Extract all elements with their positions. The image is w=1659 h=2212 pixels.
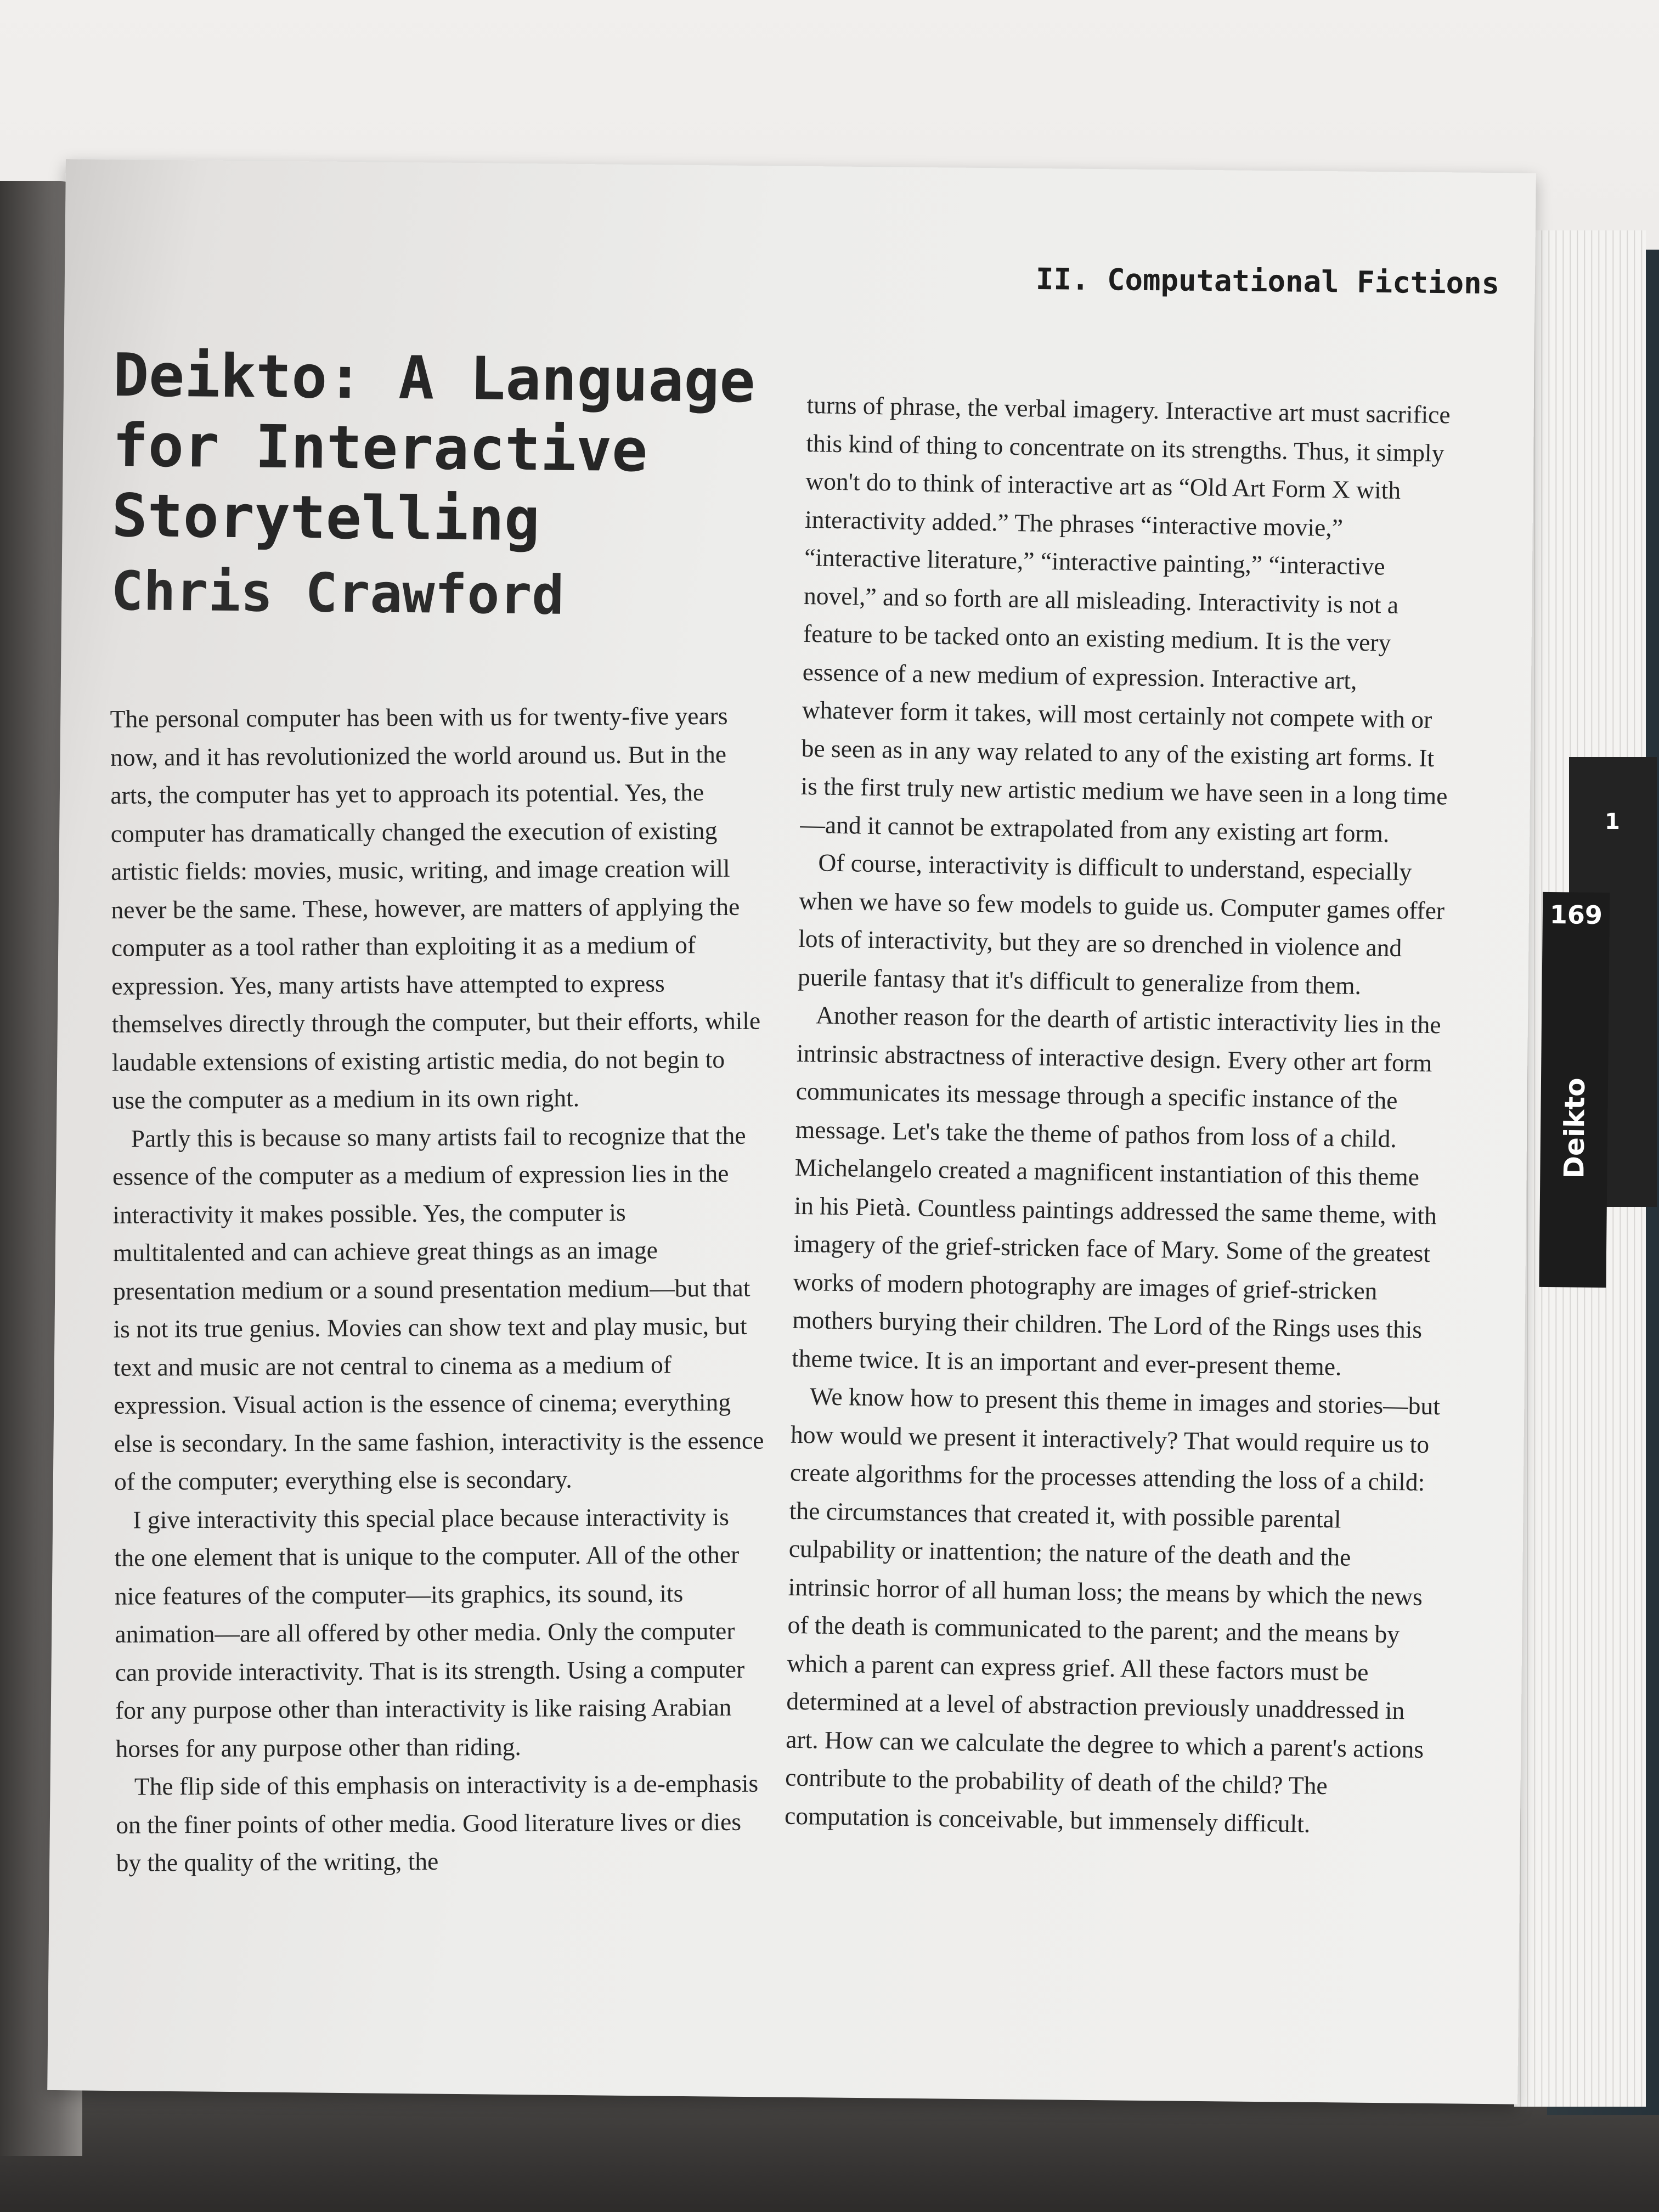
- title-line: Storytelling: [111, 481, 540, 555]
- article-author: Chris Crawford: [110, 560, 565, 627]
- left-column: [110, 697, 766, 1882]
- paragraph: Another reason for the dearth of artistic interactivity lies in the intrinsic abstractness of interactive design. Every other art form communicates its message through a specific instance of the message. Let's take the theme of pathos from loss of a child. Michelangelo created a magnificent instantiation of this theme in his Pietà. Countless paintings addressed the same theme, with imagery of the grief-stricken face of Mary. Some of the greatest works of modern photography are images of grief-stricken mothers burying their children. The Lord of the Rings uses this theme twice. It is an important and ever-present theme.: [791, 1001, 1441, 1381]
- running-head: II. Computational Fictions: [1035, 261, 1500, 301]
- page-number: 169: [1549, 900, 1603, 930]
- article-title: [111, 341, 772, 558]
- paragraph: Of course, interactivity is difficult to understand, especially when we have so few models to guide us. Computer games offer lots of interactivity, but they are so drenched in violence and puerile fantasy that it's difficult to generalize from them.: [797, 848, 1445, 1000]
- paragraph: turns of phrase, the verbal imagery. Interactive art must sacrifice this kind of thing to concentrate on its strengths. Thus, it simply won't do to think of interactive art as “Old Art Form X with interactivity added.” The phrases “interactive movie,” “interactive literature,” “interactive painting,” “interactive novel,” and so forth are all misleading. Interactivity is not a feature to be tacked onto an existing medium. It is the very essence of a new medium of expression. Interactive art, whatever form it takes, will most certainly not compete with or be seen as in any way related to any of the existing art forms. It is the first truly new artistic medium we have seen in a long time—and it cannot be extrapolated from any existing art form.: [800, 390, 1451, 848]
- title-line: Deikto: A Language: [112, 341, 756, 416]
- paragraph: The flip side of this emphasis on interactivity is a de-emphasis on the finer points of other media. Good literature lives or dies by the quality of the writing, the: [116, 1769, 759, 1877]
- right-column: [785, 386, 1457, 1844]
- paragraph: The personal computer has been with us for twenty-five years now, and it has revolutionized the world around us. But in the arts, the computer has yet to approach its potential. Yes, the computer has dramatically changed the execution of existing artistic fields: movies, music, writing, and image creation will never be the same. These, however, are matters of applying the computer as a tool rather than exploiting it as a medium of expression. Yes, many artists have attempted to express themselves directly through the computer, but their efforts, while laudable extensions of existing artistic media, do not begin to use the computer as a medium in its own right.: [110, 701, 761, 1114]
- book-page: [47, 159, 1603, 2104]
- paragraph: Partly this is because so many artists fail to recognize that the essence of the computer as a medium of expression lies in the interactivity it makes possible. Yes, the computer is multitalented and can achieve great things as an image presentation medium or a sound presentation medium—but that is not its true genius. Movies can show text and play music, but text and music are not central to cinema as a medium of expression. Visual action is the essence of cinema; everything else is secondary. In the same fashion, interactivity is the essence of the computer; everything else is secondary.: [112, 1121, 764, 1496]
- thumb-tab-label: Deikto: [1558, 1077, 1592, 1179]
- paragraph: We know how to present this theme in images and stories—but how would we present it interactively? That would require us to create algorithms for the processes attending the loss of a child: the circumstances that created it, with possible parental culpability or inattention; the nature of the death and the intrinsic horror of all human loss; the means by which the news of the death is communicated to the parent; and the means by which a parent can express grief. All these factors must be determined at a level of abstraction previously unaddressed in art. How can we calculate the degree to which a parent's actions contribute to the probability of death of the child? The computation is conceivable, but immensely difficult.: [784, 1382, 1441, 1838]
- stack-tab-digit: 1: [1605, 809, 1620, 834]
- paragraph: I give interactivity this special place because interactivity is the one element that is unique to the computer. All of the other nice features of the computer—its graphics, its sound, its animation—are all offered by other media. Only the computer can provide interactivity. That is its strength. Using a computer for any purpose other than interactivity is like raising Arabian horses for any purpose other than riding.: [114, 1502, 745, 1763]
- title-line: for Interactive: [112, 411, 648, 486]
- thumb-tab: [1539, 892, 1610, 1288]
